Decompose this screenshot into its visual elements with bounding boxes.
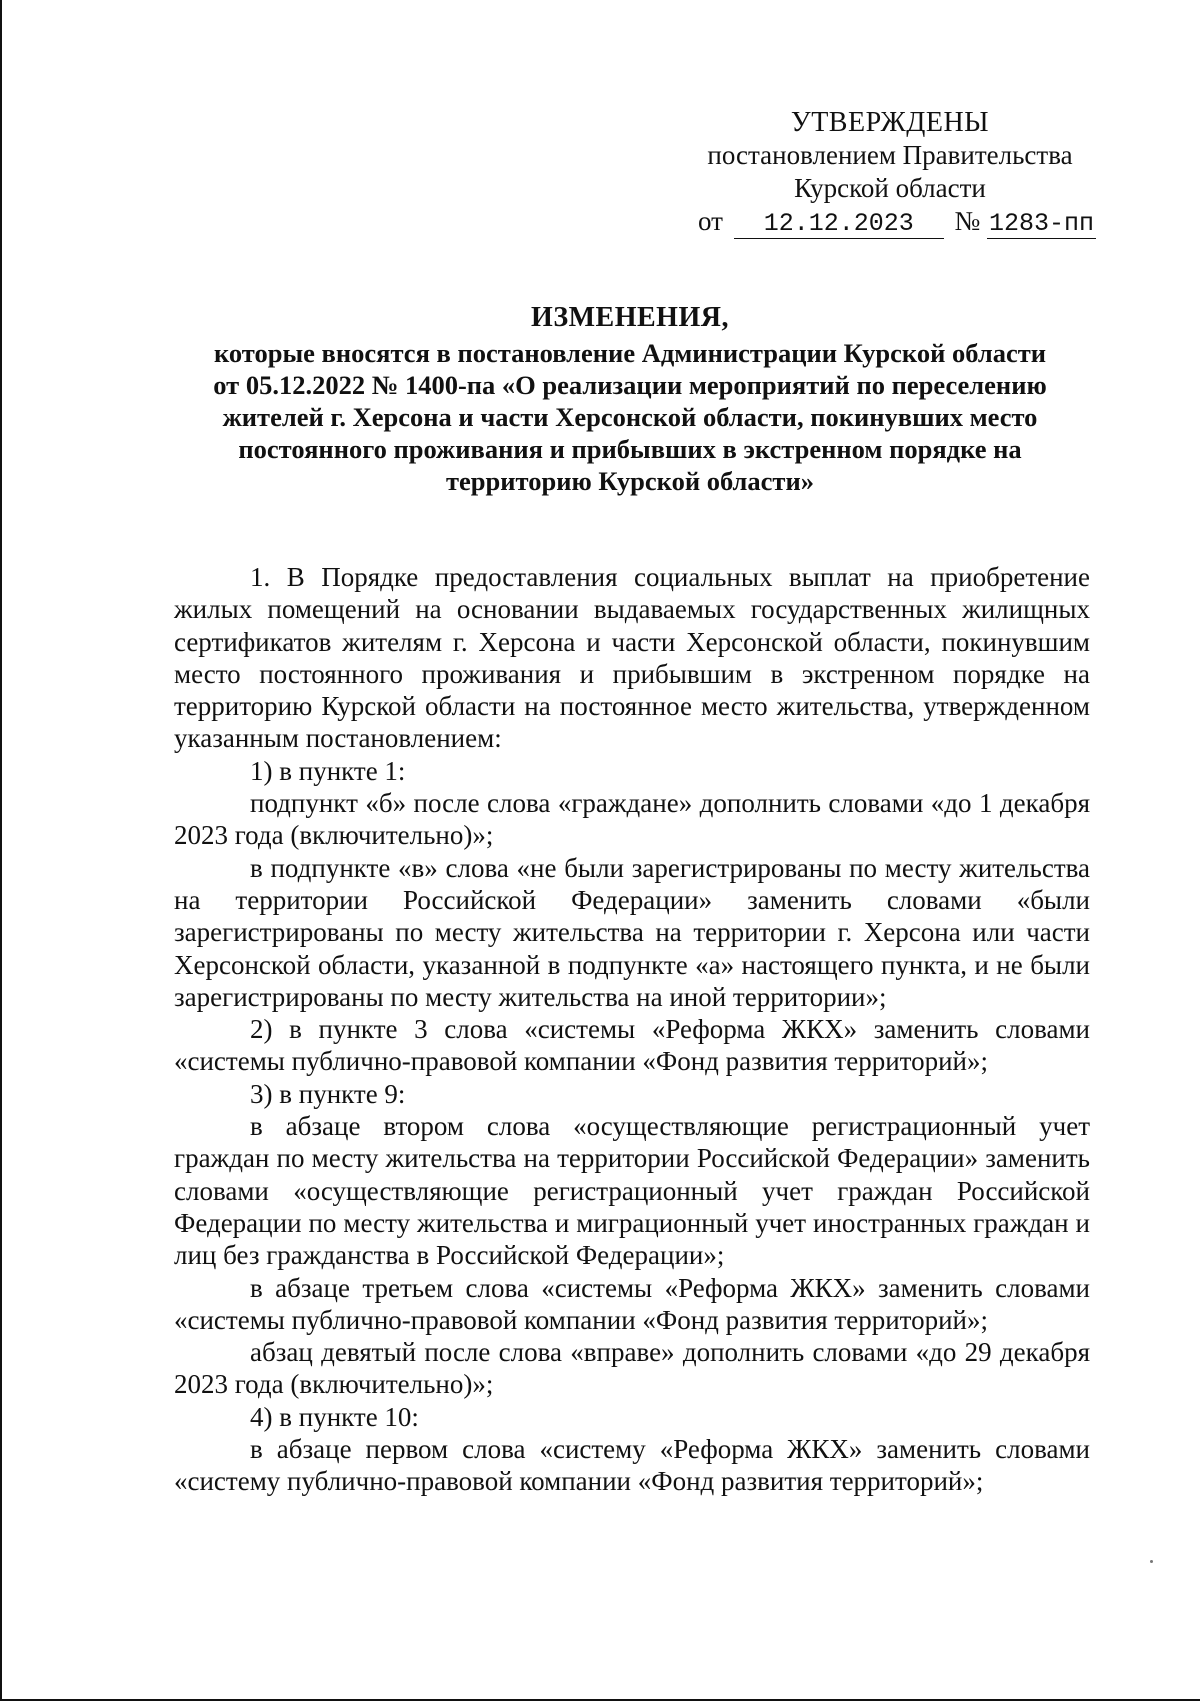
heading-subtitle-line: от 05.12.2022 № 1400-па «О реализации мероприятий по переселению xyxy=(213,370,1047,400)
approval-date-line xyxy=(690,205,1094,239)
heading-subtitle-line: жителей г. Херсона и части Херсонской области, покинувших место xyxy=(222,402,1038,432)
body-paragraph: 4) в пункте 10: xyxy=(250,1401,419,1432)
approval-block xyxy=(690,106,1094,239)
body-paragraph: подпункт «б» после слова «граждане» дополнить словами «до 1 декабря 2023 года (включительно)»; xyxy=(174,788,1090,851)
body-paragraph: 3) в пункте 9: xyxy=(250,1078,406,1109)
heading-subtitle-line: территорию Курской области» xyxy=(446,466,814,496)
body-paragraph: абзац девятый после слова «вправе» дополнить словами «до 29 декабря 2023 года (включительно)»; xyxy=(174,1337,1090,1400)
approval-title: УТВЕРЖДЕНЫ xyxy=(790,107,990,138)
date-prefix: от xyxy=(698,206,723,236)
body-paragraph: 1) в пункте 1: xyxy=(250,755,406,786)
body-paragraph: в подпункте «в» слова «не были зарегистрированы по месту жительства на территории Российской Федерации» заменить словами «были зарегистрированы по месту жительства на территории г. Херсона или части Херсонской области, указанной в подпункте «а» настоящего пункта, и не были зарегистрированы по месту жительства на иной территории»; xyxy=(174,852,1090,1012)
document-body xyxy=(174,561,1090,1498)
body-paragraph: в абзаце третьем слова «системы «Реформа ЖКХ» заменить словами «системы публично-правовой компании «Фонд развития территорий»; xyxy=(174,1272,1090,1335)
approval-date: 12.12.2023 xyxy=(734,210,944,239)
approval-line-2: Курской области xyxy=(794,173,986,203)
body-paragraph: в абзаце втором слова «осуществляющие регистрационный учет граждан по месту жительства на территории Российской Федерации» заменить словами «осуществляющие регистрационный учет граждан Российской Федерации по месту жительства и миграционный учет иностранных граждан и лиц без гражданства в Российской Федерации»; xyxy=(174,1111,1090,1271)
heading-subtitle-line: которые вносятся в постановление Администрации Курской области xyxy=(213,338,1047,368)
approval-number: 1283-пп xyxy=(988,209,1094,238)
scan-border-left xyxy=(0,0,2,1701)
number-prefix: № xyxy=(954,206,981,236)
body-paragraph: 2) в пункте 3 слова «системы «Реформа ЖКХ» заменить словами «системы публично-правовой компании «Фонд развития территорий»; xyxy=(174,1014,1090,1077)
document-heading xyxy=(170,302,1090,497)
scan-speck xyxy=(1150,1560,1153,1563)
body-paragraph: 1. В Порядке предоставления социальных выплат на приобретение жилых помещений на основании выдаваемых государственных жилищных сертификатов жителям г. Херсона и части Херсонской области, покинувшим место постоянного проживания и прибывшим в экстренном порядке на территорию Курской области на постоянное место жительства, утвержденном указанным постановлением: xyxy=(174,562,1090,754)
approval-line-1: постановлением Правительства xyxy=(707,140,1073,170)
heading-title: ИЗМЕНЕНИЯ, xyxy=(531,302,729,333)
heading-subtitle-line: постоянного проживания и прибывших в экстренном порядке на xyxy=(238,434,1022,464)
body-paragraph: в абзаце первом слова «систему «Реформа ЖКХ» заменить словами «систему публично-правовой компании «Фонд развития территорий»; xyxy=(174,1434,1090,1497)
